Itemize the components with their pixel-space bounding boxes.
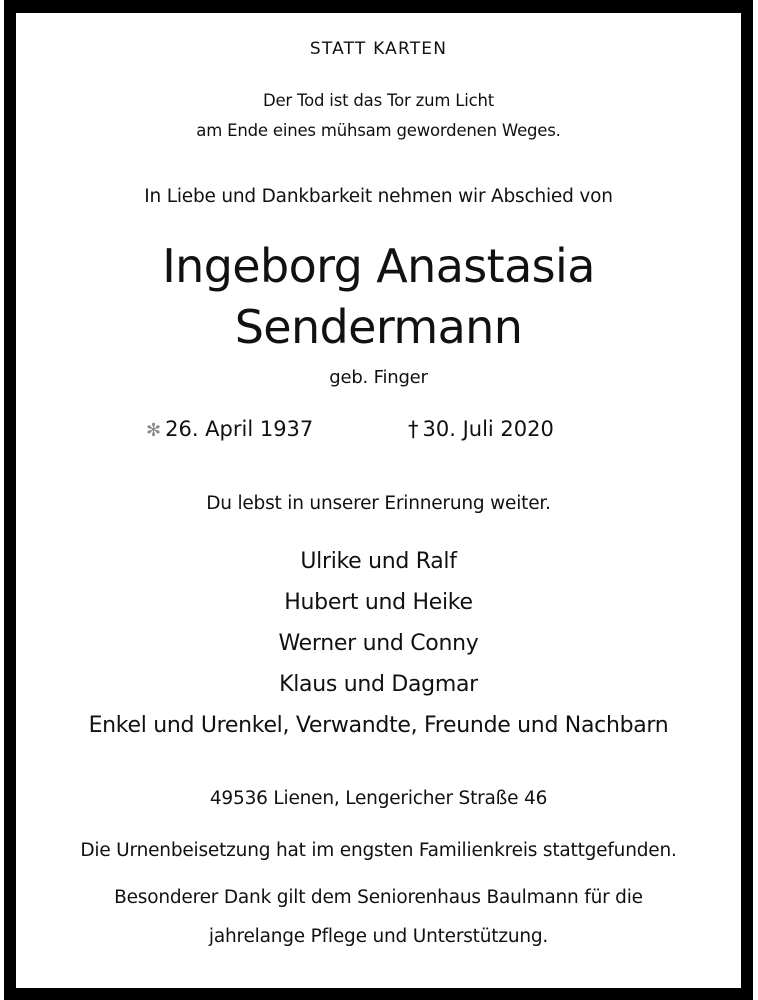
obituary-card xyxy=(16,13,741,988)
intro-text: In Liebe und Dankbarkeit nehmen wir Abschied von xyxy=(144,186,613,207)
mourner-entry: Werner und Conny xyxy=(278,631,479,656)
burial-note: Die Urnenbeisetzung hat im engsten Familienkreis stattgefunden. xyxy=(80,840,677,861)
family-address: 49536 Lienen, Lengericher Straße 46 xyxy=(209,788,548,809)
thanks-line-2: jahrelange Pflege und Unterstützung. xyxy=(208,926,549,947)
deceased-name-first: Ingeborg Anastasia xyxy=(162,239,595,293)
death-date-group xyxy=(408,417,554,441)
death-date: 30. Juli 2020 xyxy=(422,417,554,441)
dagger-cross-icon: † xyxy=(408,417,419,441)
birth-date: 26. April 1937 xyxy=(165,417,314,441)
mourners-list xyxy=(16,541,741,746)
birth-date-group xyxy=(146,417,313,441)
mourner-entry: Ulrike und Ralf xyxy=(300,549,457,574)
thanks-line-1: Besonderer Dank gilt dem Seniorenhaus Baulmann für die xyxy=(114,887,643,908)
mourner-entry: Hubert und Heike xyxy=(284,590,473,615)
birth-star-icon: ✻ xyxy=(146,420,162,441)
maiden-name: geb. Finger xyxy=(329,367,428,388)
mourner-entry: Klaus und Dagmar xyxy=(279,672,478,697)
motto-line-2: am Ende eines mühsam gewordenen Weges. xyxy=(196,121,561,140)
remembrance-text: Du lebst in unserer Erinnerung weiter. xyxy=(206,493,551,514)
mourner-entry: Enkel und Urenkel, Verwandte, Freunde und Nachbarn xyxy=(88,713,669,738)
motto-line-1: Der Tod ist das Tor zum Licht xyxy=(262,91,495,110)
deceased-name-last: Sendermann xyxy=(234,300,523,354)
kicker-heading: STATT KARTEN xyxy=(309,39,448,59)
life-dates xyxy=(16,417,741,445)
